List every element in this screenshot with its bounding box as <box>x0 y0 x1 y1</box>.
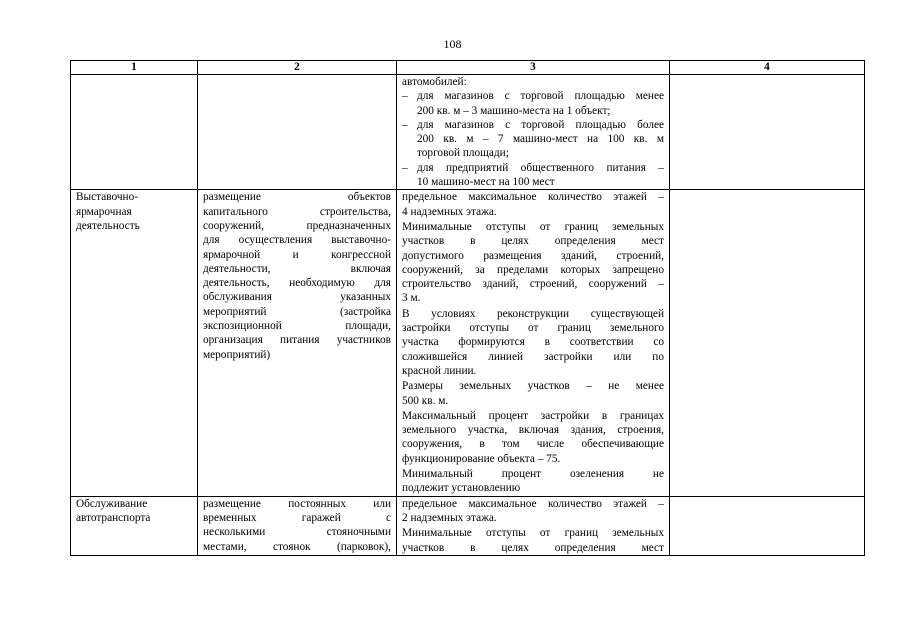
table-row <box>71 190 865 496</box>
table-row <box>71 75 865 190</box>
parameter-coverage: Максимальный процент застройки в границах земельного участка, включая здания, строения, сооружения, в том числе обеспечивающие функционирование объекта – 75. <box>402 409 664 465</box>
column-header-3: 3 <box>397 61 670 75</box>
list-item: – для магазинов с торговой площадью более 200 кв. м – 7 машино-мест на 100 кв. м торговой площади; <box>402 118 664 160</box>
use-description-cell: размещение постоянных или временных гаражей с несколькими стояночными местами, стоянок (парковок), <box>198 496 397 555</box>
notes-cell <box>670 190 865 496</box>
table-row <box>71 496 865 555</box>
parameter-setbacks: Минимальные отступы от границ земельных участков в целях определения мест <box>402 527 664 554</box>
notes-cell <box>670 75 865 190</box>
column-header-2: 2 <box>198 61 397 75</box>
list-item: – для предприятий общественного питания – 10 машино-мест на 100 мест <box>402 161 664 189</box>
notes-cell <box>670 496 865 555</box>
parameter-floors: предельное максимальное количество этажей – 4 надземных этажа. <box>402 191 664 218</box>
parameter-floors: предельное максимальное количество этажей – 2 надземных этажа. <box>402 497 664 524</box>
parameter-greenery: Минимальный процент озеленения не подлежит установлению <box>402 468 664 495</box>
parameter-plot-size: Размеры земельных участков – не менее 500 кв. м. <box>402 380 664 407</box>
parameters-cell <box>397 496 670 555</box>
column-header-1: 1 <box>71 61 198 75</box>
use-description-cell <box>198 75 397 190</box>
parameter-setbacks: Минимальные отступы от границ земельных участков в целях определения мест допустимого размещения зданий, строений, сооружений, за пределами которых запрещено строительство зданий, строений, сооружений – 3 м. <box>402 220 664 305</box>
regulations-table <box>70 60 865 556</box>
table-header-row <box>71 61 865 75</box>
use-type-cell: Выставочно- ярмарочная деятельность <box>71 190 198 496</box>
parameter-reconstruction: В условиях реконструкции существующей застройки отступы от границ земельного участка формируются в соответствии со сложившейся линией застройки или по красной линии. <box>402 307 664 377</box>
page-number: 108 <box>443 37 462 51</box>
use-type-cell: Обслуживание автотранспорта <box>71 496 198 555</box>
parameters-cell <box>397 190 670 496</box>
parameters-intro: автомобилей: <box>402 76 467 88</box>
use-description-cell: размещение объектов капитального строительства, сооружений, предназначенных для осуществления выставочно- ярмарочной и конгрессной деятельности, включая деятельность, необходимую для обслуживания указанных мероприятий (застройка экспозиционной площади, организация питания участников мероприятий) <box>198 190 397 496</box>
parameters-cell <box>397 75 670 190</box>
column-header-4: 4 <box>670 61 865 75</box>
list-item: – для магазинов с торговой площадью менее 200 кв. м – 3 машино-места на 1 объект; <box>402 90 664 117</box>
use-type-cell <box>71 75 198 190</box>
